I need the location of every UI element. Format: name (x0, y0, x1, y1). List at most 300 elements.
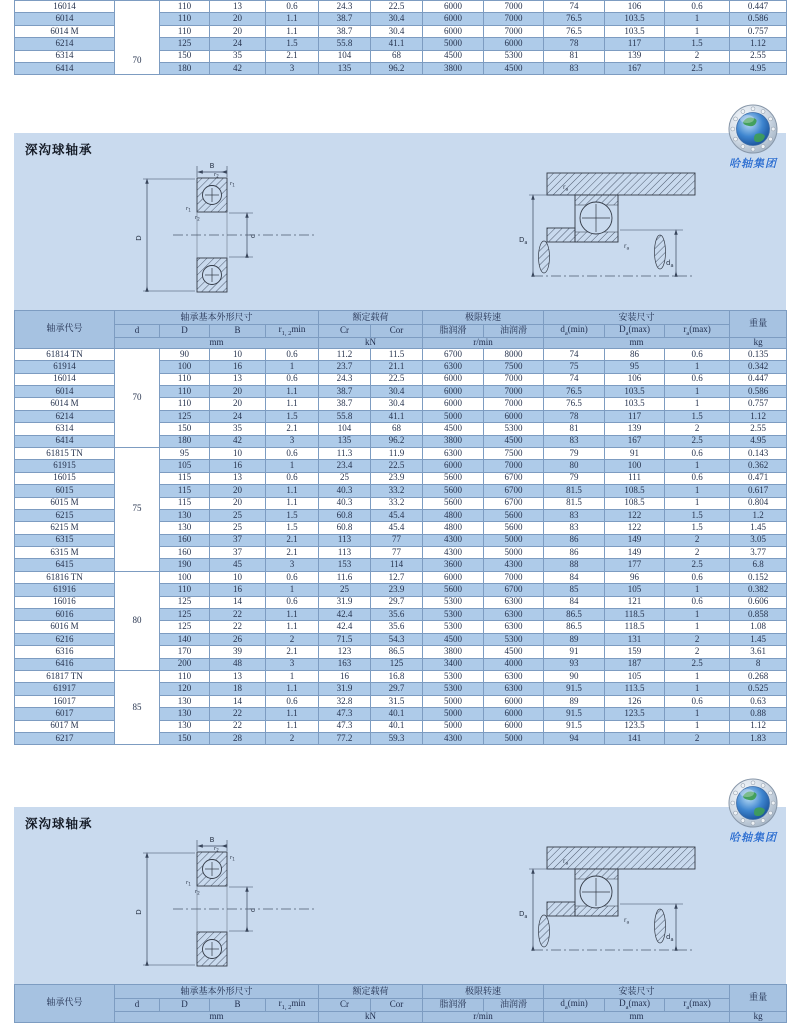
value-cell: 4800 (423, 522, 484, 534)
value-cell: 1.1 (266, 708, 319, 720)
value-cell: 31.5 (371, 695, 423, 707)
value-cell: 31.9 (319, 596, 371, 608)
value-cell: 1.5 (266, 410, 319, 422)
value-cell: 20 (210, 386, 266, 398)
value-cell: 160 (160, 547, 210, 559)
svg-text:da: $d_a$ (666, 259, 674, 269)
value-cell: 7500 (484, 447, 544, 459)
value-cell: 1 (665, 720, 730, 732)
value-cell: 7000 (484, 398, 544, 410)
bore-diameter-group-cell: 70 (115, 348, 160, 447)
value-cell: 16 (319, 670, 371, 682)
value-cell: 0.268 (730, 670, 787, 682)
value-cell: 95 (160, 447, 210, 459)
value-cell: 1 (665, 386, 730, 398)
bearing-data-table-main (14, 310, 787, 745)
value-cell: 8 (730, 658, 787, 670)
value-cell: 2.5 (665, 62, 730, 74)
value-cell: 105 (160, 460, 210, 472)
value-cell: 3600 (423, 559, 484, 571)
value-cell: 100 (160, 361, 210, 373)
bearing-code-cell: 6017 (15, 708, 115, 720)
bearing-code-cell: 61915 (15, 460, 115, 472)
value-cell: 125 (160, 621, 210, 633)
value-cell: 0.6 (266, 373, 319, 385)
bearing-code-cell: 61814 TN (15, 348, 115, 360)
value-cell: 10 (210, 447, 266, 459)
value-cell: 123 (319, 646, 371, 658)
bearing-code-cell: 61815 TN (15, 447, 115, 459)
value-cell: 86 (544, 534, 605, 546)
value-cell: 1.12 (730, 720, 787, 732)
value-cell: 90 (160, 348, 210, 360)
col-header-ra-max: $r_a(\max)$ (665, 325, 730, 338)
svg-text:d: d (249, 233, 257, 239)
value-cell: 1 (665, 460, 730, 472)
bearing-code-cell: 6014 M (15, 398, 115, 410)
value-cell: 22 (210, 609, 266, 621)
bore-diameter-group-cell: 75 (115, 447, 160, 571)
table-row (15, 447, 787, 459)
value-cell: 111 (605, 472, 665, 484)
value-cell: 1 (665, 398, 730, 410)
value-cell: 103.5 (605, 386, 665, 398)
value-cell: 108.5 (605, 497, 665, 509)
value-cell: 2.1 (266, 50, 319, 62)
value-cell: 2.1 (266, 534, 319, 546)
value-cell: 13 (210, 670, 266, 682)
value-cell: 1.1 (266, 386, 319, 398)
value-cell: 110 (160, 584, 210, 596)
value-cell: 6000 (423, 571, 484, 583)
value-cell: 68 (371, 50, 423, 62)
value-cell: 0.471 (730, 472, 787, 484)
value-cell: 20 (210, 25, 266, 37)
value-cell: 167 (605, 435, 665, 447)
value-cell: 1.5 (665, 522, 730, 534)
value-cell: 3800 (423, 646, 484, 658)
value-cell: 6000 (423, 1, 484, 13)
value-cell: 1 (665, 708, 730, 720)
value-cell: 5000 (423, 720, 484, 732)
col-group-mounting: 安装尺寸 (544, 311, 730, 325)
value-cell: 55.8 (319, 410, 371, 422)
value-cell: 110 (160, 398, 210, 410)
svg-text:r2: $r_2$ (214, 172, 219, 179)
value-cell: 42 (210, 435, 266, 447)
value-cell: 0.152 (730, 571, 787, 583)
value-cell: 4.95 (730, 435, 787, 447)
bearing-code-cell: 6016 M (15, 621, 115, 633)
value-cell: 1 (266, 460, 319, 472)
value-cell: 125 (371, 658, 423, 670)
value-cell: 48 (210, 658, 266, 670)
value-cell: 117 (605, 38, 665, 50)
value-cell: 5300 (423, 609, 484, 621)
value-cell: 117 (605, 410, 665, 422)
value-cell: 6300 (484, 670, 544, 682)
value-cell: 6000 (484, 708, 544, 720)
value-cell: 5600 (423, 497, 484, 509)
value-cell: 159 (605, 646, 665, 658)
value-cell: 105 (605, 670, 665, 682)
value-cell: 75 (544, 361, 605, 373)
bearing-code-cell: 6014 (15, 13, 115, 25)
bearing-code-cell: 6416 (15, 658, 115, 670)
value-cell: 100 (605, 460, 665, 472)
value-cell: 96.2 (371, 62, 423, 74)
value-cell: 1.12 (730, 38, 787, 50)
value-cell: 76.5 (544, 13, 605, 25)
value-cell: 86.5 (544, 621, 605, 633)
col-group-limit-speed: 极限转速 (423, 985, 544, 999)
value-cell: 4300 (423, 547, 484, 559)
value-cell: 120 (160, 683, 210, 695)
value-cell: 1.5 (665, 509, 730, 521)
value-cell: 1.5 (266, 38, 319, 50)
value-cell: 1.1 (266, 398, 319, 410)
bearing-code-cell: 61816 TN (15, 571, 115, 583)
value-cell: 11.3 (319, 447, 371, 459)
col-header-bearing-code: 轴承代号 (15, 985, 115, 1023)
value-cell: 22.5 (371, 460, 423, 472)
bearing-code-cell: 16015 (15, 472, 115, 484)
value-cell: 3800 (423, 62, 484, 74)
value-cell: 1.5 (266, 522, 319, 534)
value-cell: 5300 (484, 423, 544, 435)
value-cell: 2.5 (665, 658, 730, 670)
value-cell: 0.6 (266, 472, 319, 484)
value-cell: 0.525 (730, 683, 787, 695)
value-cell: 3800 (423, 435, 484, 447)
col-header-da-min: $d_a(\min)$ (544, 999, 605, 1012)
value-cell: 37 (210, 534, 266, 546)
value-cell: 6000 (423, 13, 484, 25)
value-cell: 1.1 (266, 25, 319, 37)
value-cell: 6000 (423, 460, 484, 472)
value-cell: 150 (160, 50, 210, 62)
value-cell: 14 (210, 695, 266, 707)
value-cell: 125 (160, 38, 210, 50)
value-cell: 113 (319, 534, 371, 546)
value-cell: 2.55 (730, 423, 787, 435)
value-cell: 0.6 (665, 373, 730, 385)
bearing-code-cell: 6016 (15, 609, 115, 621)
value-cell: 123.5 (605, 720, 665, 732)
value-cell: 86 (544, 547, 605, 559)
unit-mm: mm (544, 1011, 730, 1022)
value-cell: 6300 (423, 447, 484, 459)
value-cell: 115 (160, 485, 210, 497)
value-cell: 86.5 (544, 609, 605, 621)
value-cell: 24.3 (319, 373, 371, 385)
col-header-ra-max: $r_a(\max)$ (665, 999, 730, 1012)
value-cell: 110 (160, 25, 210, 37)
value-cell: 122 (605, 522, 665, 534)
value-cell: 2 (266, 732, 319, 744)
value-cell: 16 (210, 361, 266, 373)
value-cell: 59.3 (371, 732, 423, 744)
value-cell: 22.5 (371, 1, 423, 13)
value-cell: 1 (665, 584, 730, 596)
value-cell: 1 (665, 25, 730, 37)
bearing-code-cell: 6415 (15, 559, 115, 571)
svg-text:r1: $r_1$ (230, 181, 235, 188)
value-cell: 5600 (423, 584, 484, 596)
value-cell: 68 (371, 423, 423, 435)
value-cell: 16.8 (371, 670, 423, 682)
unit-kN: kN (319, 1011, 423, 1022)
col-header-Cr: Cr (319, 999, 371, 1012)
value-cell: 13 (210, 373, 266, 385)
col-header-D: D (160, 325, 210, 338)
value-cell: 40.3 (319, 497, 371, 509)
value-cell: 1.1 (266, 13, 319, 25)
value-cell: 29.7 (371, 683, 423, 695)
value-cell: 77.2 (319, 732, 371, 744)
value-cell: 76.5 (544, 25, 605, 37)
value-cell: 41.1 (371, 38, 423, 50)
bearing-code-cell: 16017 (15, 695, 115, 707)
value-cell: 105 (605, 584, 665, 596)
value-cell: 5300 (484, 50, 544, 62)
value-cell: 85 (544, 584, 605, 596)
value-cell: 4500 (484, 646, 544, 658)
value-cell: 21.1 (371, 361, 423, 373)
value-cell: 25 (319, 472, 371, 484)
col-header-weight: 重量 (730, 311, 787, 338)
value-cell: 24 (210, 410, 266, 422)
value-cell: 130 (160, 708, 210, 720)
value-cell: 83 (544, 509, 605, 521)
value-cell: 1 (266, 584, 319, 596)
col-header-oil: 油润滑 (484, 325, 544, 338)
value-cell: 37 (210, 547, 266, 559)
value-cell: 35 (210, 423, 266, 435)
value-cell: 11.6 (319, 571, 371, 583)
value-cell: 2.55 (730, 50, 787, 62)
company-logo (717, 778, 789, 845)
value-cell: 150 (160, 423, 210, 435)
value-cell: 20 (210, 485, 266, 497)
value-cell: 3.77 (730, 547, 787, 559)
col-header-Cor: Cor (371, 999, 423, 1012)
value-cell: 6000 (423, 373, 484, 385)
bearing-globe-icon (728, 104, 778, 154)
value-cell: 139 (605, 50, 665, 62)
value-cell: 123.5 (605, 708, 665, 720)
value-cell: 0.586 (730, 386, 787, 398)
value-cell: 1.1 (266, 720, 319, 732)
value-cell: 77 (371, 534, 423, 546)
value-cell: 88 (544, 559, 605, 571)
col-group-rated-load: 额定载荷 (319, 985, 423, 999)
value-cell: 32.8 (319, 695, 371, 707)
section-title: 深沟球轴承 (25, 817, 93, 831)
value-cell: 177 (605, 559, 665, 571)
value-cell: 2 (665, 646, 730, 658)
value-cell: 0.135 (730, 348, 787, 360)
col-header-grease: 脂润滑 (423, 999, 484, 1012)
value-cell: 131 (605, 633, 665, 645)
value-cell: 1.45 (730, 522, 787, 534)
value-cell: 6300 (484, 609, 544, 621)
value-cell: 1.83 (730, 732, 787, 744)
value-cell: 79 (544, 472, 605, 484)
value-cell: 0.6 (665, 1, 730, 13)
value-cell: 96.2 (371, 435, 423, 447)
value-cell: 5000 (484, 732, 544, 744)
value-cell: 74 (544, 348, 605, 360)
value-cell: 2.5 (665, 559, 730, 571)
value-cell: 106 (605, 1, 665, 13)
unit-kg: kg (730, 1011, 787, 1022)
value-cell: 113.5 (605, 683, 665, 695)
value-cell: 2 (665, 50, 730, 62)
value-cell: 71.5 (319, 633, 371, 645)
col-header-Da-max: $D_a(\max)$ (605, 999, 665, 1012)
value-cell: 1 (665, 497, 730, 509)
value-cell: 187 (605, 658, 665, 670)
value-cell: 4300 (423, 534, 484, 546)
value-cell: 6700 (484, 472, 544, 484)
value-cell: 1 (665, 670, 730, 682)
value-cell: 30.4 (371, 386, 423, 398)
value-cell: 180 (160, 435, 210, 447)
col-group-dimensions: 轴承基本外形尺寸 (115, 985, 319, 999)
value-cell: 2.1 (266, 646, 319, 658)
bearing-code-cell: 16016 (15, 596, 115, 608)
value-cell: 20 (210, 398, 266, 410)
value-cell: 103.5 (605, 398, 665, 410)
col-header-oil: 油润滑 (484, 999, 544, 1012)
value-cell: 0.6 (665, 348, 730, 360)
value-cell: 6000 (423, 25, 484, 37)
value-cell: 91 (544, 646, 605, 658)
value-cell: 35 (210, 50, 266, 62)
value-cell: 170 (160, 646, 210, 658)
value-cell: 0.6 (266, 1, 319, 13)
bearing-code-cell: 6316 (15, 646, 115, 658)
value-cell: 5300 (423, 670, 484, 682)
value-cell: 7500 (484, 361, 544, 373)
value-cell: 0.6 (266, 571, 319, 583)
bearing-diagrams-copy (135, 836, 695, 966)
value-cell: 16 (210, 460, 266, 472)
value-cell: 1 (266, 361, 319, 373)
bearing-code-cell: 6216 (15, 633, 115, 645)
value-cell: 200 (160, 658, 210, 670)
value-cell: 2 (266, 633, 319, 645)
col-header-bearing-code: 轴承代号 (15, 311, 115, 349)
unit-mm: mm (115, 1011, 319, 1022)
col-header-da-min: $d_a(\min)$ (544, 325, 605, 338)
value-cell: 3 (266, 62, 319, 74)
value-cell: 1.1 (266, 609, 319, 621)
value-cell: 141 (605, 732, 665, 744)
bearing-code-cell: 16014 (15, 373, 115, 385)
value-cell: 135 (319, 62, 371, 74)
value-cell: 6300 (423, 361, 484, 373)
value-cell: 54.3 (371, 633, 423, 645)
value-cell: 94 (544, 732, 605, 744)
value-cell: 0.6 (665, 472, 730, 484)
value-cell: 84 (544, 596, 605, 608)
value-cell: 86.5 (371, 646, 423, 658)
bearing-code-cell: 6214 (15, 410, 115, 422)
value-cell: 45.4 (371, 522, 423, 534)
value-cell: 79 (544, 447, 605, 459)
company-logo-text: 哈轴集团 (729, 158, 777, 170)
value-cell: 2 (665, 534, 730, 546)
mounting-dimensions-diagram (519, 173, 695, 276)
value-cell: 0.6 (665, 695, 730, 707)
value-cell: 86 (605, 348, 665, 360)
col-group-mounting: 安装尺寸 (544, 985, 730, 999)
value-cell: 35.6 (371, 609, 423, 621)
section-title: 深沟球轴承 (25, 143, 93, 157)
col-header-r12min: $r_{1, 2}\min$ (266, 999, 319, 1012)
value-cell: 47.3 (319, 720, 371, 732)
value-cell: 4000 (484, 658, 544, 670)
svg-text:r1: $r_1$ (186, 206, 191, 213)
bearing-code-cell: 6014 M (15, 25, 115, 37)
value-cell: 2 (665, 633, 730, 645)
value-cell: 2 (665, 423, 730, 435)
bearing-code-cell: 61817 TN (15, 670, 115, 682)
value-cell: 23.9 (371, 472, 423, 484)
value-cell: 42 (210, 62, 266, 74)
bearing-code-cell: 6314 (15, 50, 115, 62)
table-row (15, 348, 787, 360)
svg-text:B: B (209, 162, 215, 170)
value-cell: 24 (210, 38, 266, 50)
value-cell: 20 (210, 497, 266, 509)
value-cell: 7000 (484, 25, 544, 37)
bearing-code-cell: 6315 (15, 534, 115, 546)
value-cell: 0.858 (730, 609, 787, 621)
value-cell: 4500 (423, 423, 484, 435)
value-cell: 1.1 (266, 683, 319, 695)
value-cell: 1.45 (730, 633, 787, 645)
value-cell: 6300 (484, 596, 544, 608)
value-cell: 110 (160, 386, 210, 398)
value-cell: 6000 (423, 398, 484, 410)
value-cell: 60.8 (319, 509, 371, 521)
value-cell: 91.5 (544, 708, 605, 720)
bearing-code-cell: 6215 M (15, 522, 115, 534)
value-cell: 84 (544, 571, 605, 583)
value-cell: 3 (266, 658, 319, 670)
value-cell: 81.5 (544, 485, 605, 497)
unit-rmin: r/min (423, 337, 544, 348)
bore-diameter-group-cell: 80 (115, 571, 160, 670)
value-cell: 35.6 (371, 621, 423, 633)
value-cell: 126 (605, 695, 665, 707)
value-cell: 16 (210, 584, 266, 596)
value-cell: 0.804 (730, 497, 787, 509)
value-cell: 122 (605, 509, 665, 521)
value-cell: 0.362 (730, 460, 787, 472)
value-cell: 30.4 (371, 13, 423, 25)
value-cell: 130 (160, 720, 210, 732)
bearing-code-cell: 6215 (15, 509, 115, 521)
value-cell: 81.5 (544, 497, 605, 509)
value-cell: 5300 (423, 683, 484, 695)
value-cell: 10 (210, 348, 266, 360)
value-cell: 89 (544, 633, 605, 645)
value-cell: 190 (160, 559, 210, 571)
